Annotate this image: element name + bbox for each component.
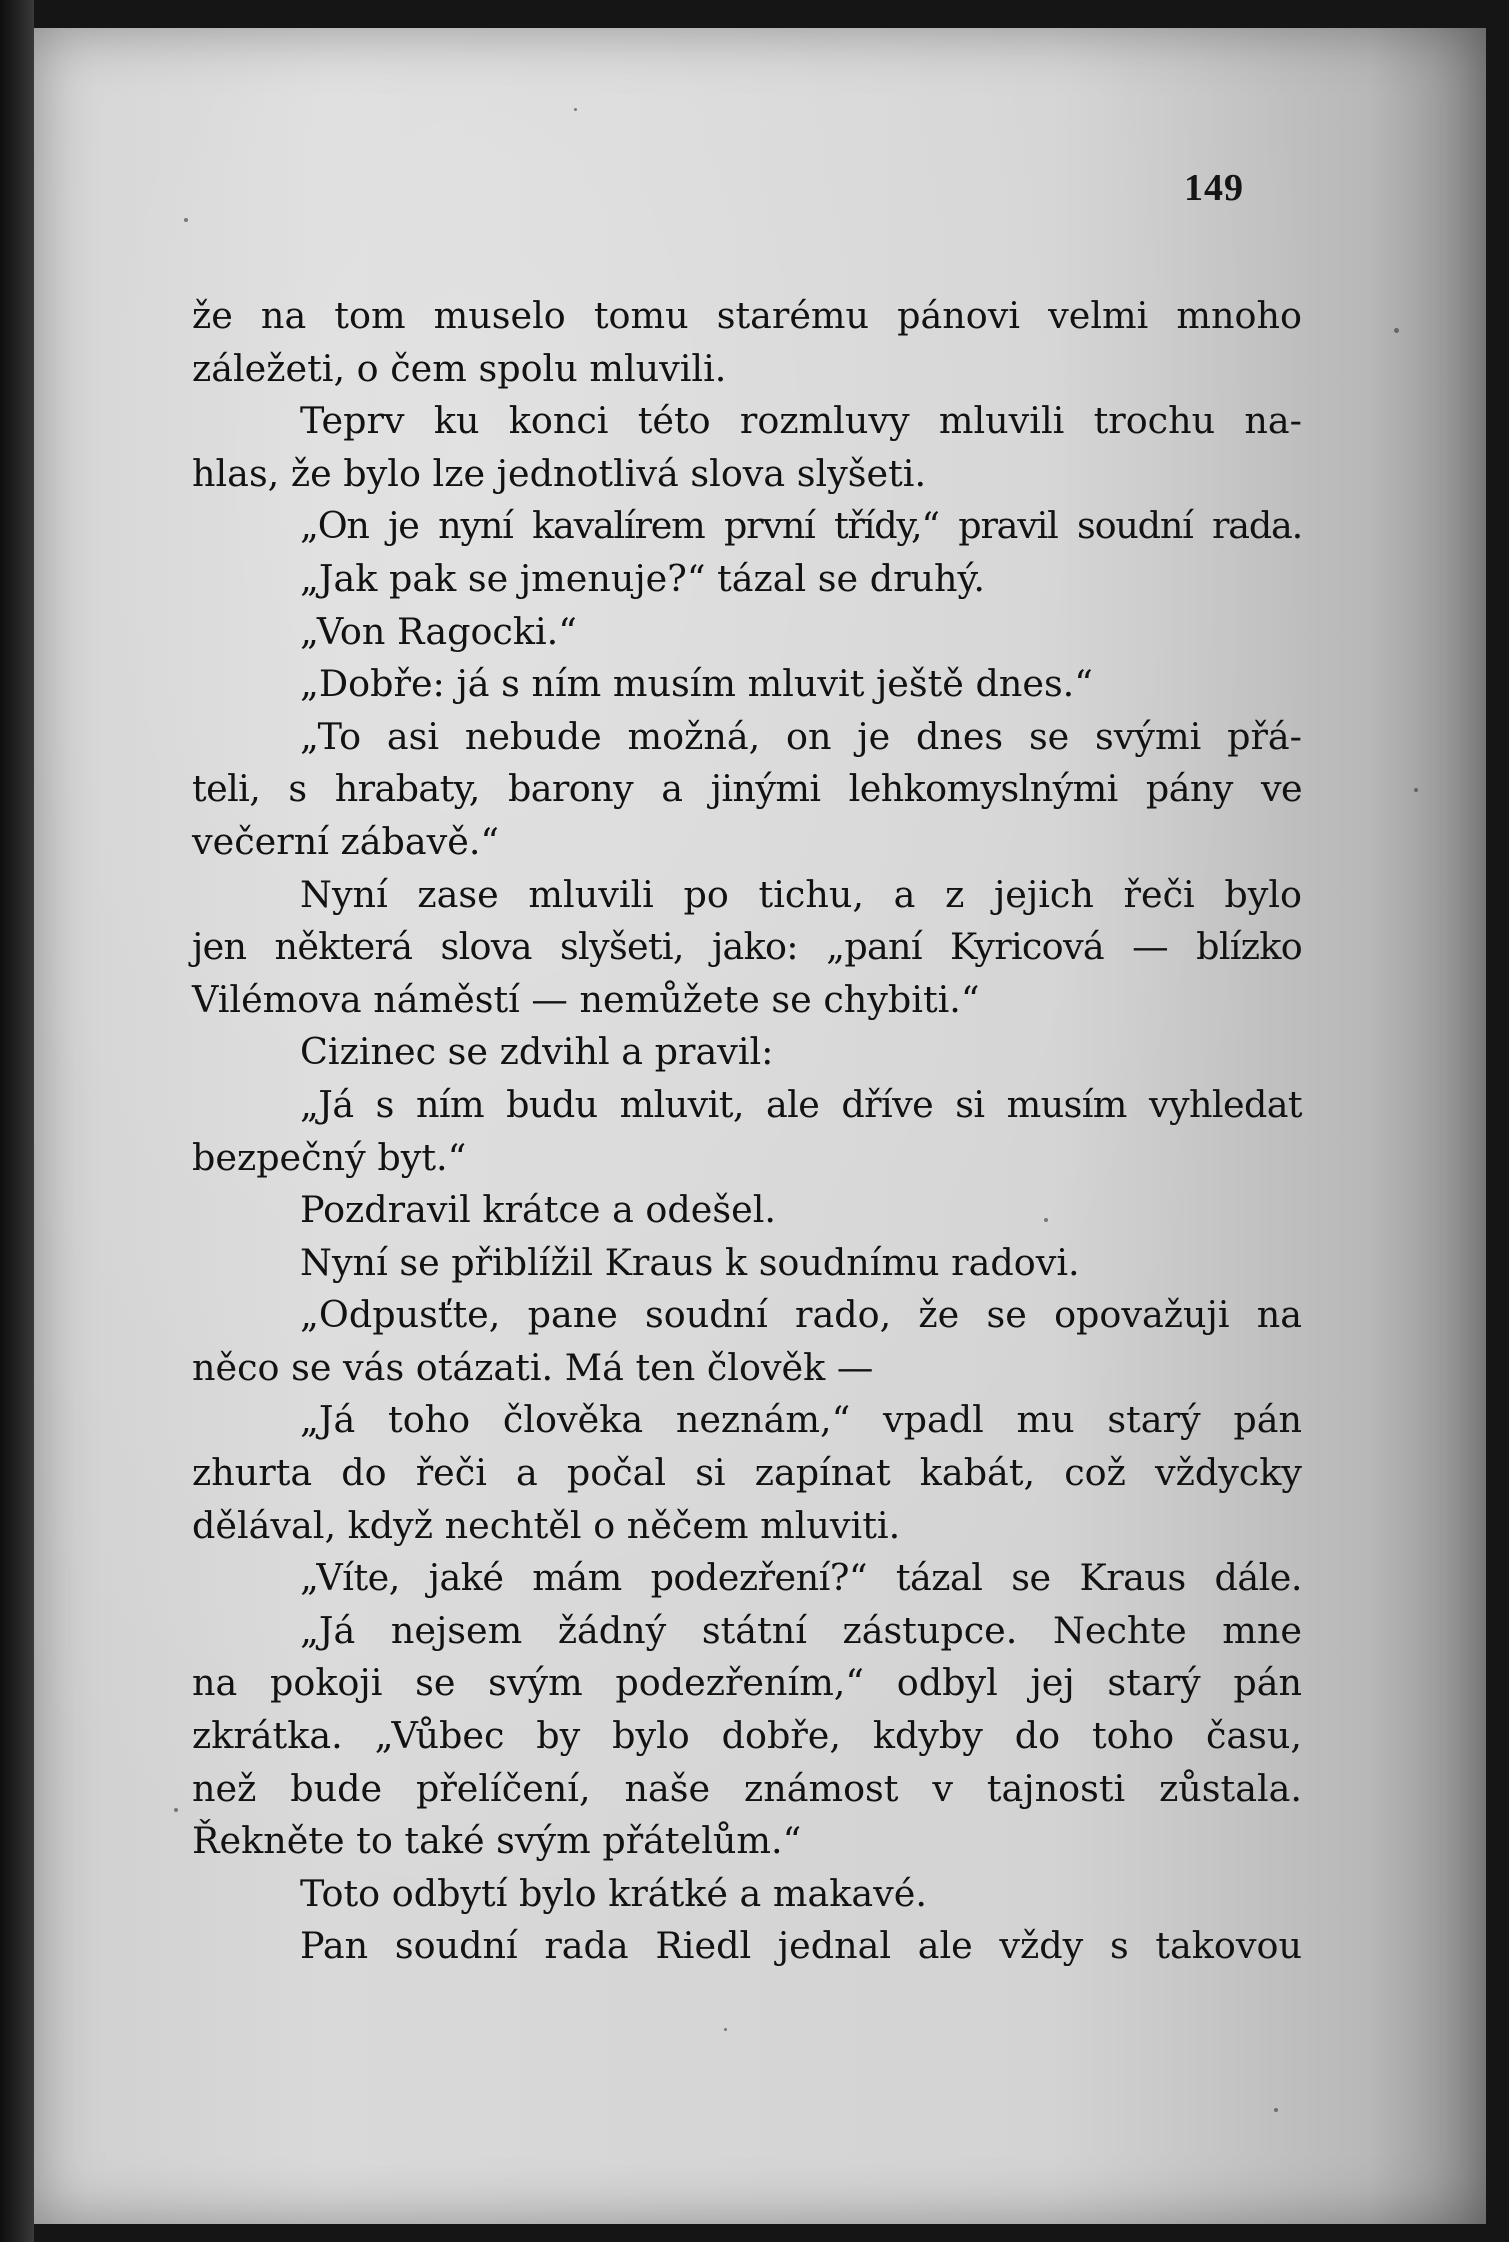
page-text [192,290,1302,1973]
paper-speck [574,108,577,111]
text-line: „Odpusťte, pane soudní rado, že se opovažuji na [300,1293,1302,1337]
text-line: záležeti, o čem spolu mluvili. [192,346,727,390]
paper-speck [1044,1218,1048,1222]
text-line: zhurta do řeči a počal si zapínat kabát, což vždycky [192,1451,1302,1495]
text-line: teli, s hrabaty, barony a jinými lehkomyslnými pány ve [192,767,1302,811]
text-line: Teprv ku konci této rozmluvy mluvili trochu na- [300,399,1302,443]
text-line: „Já nejsem žádný státní zástupce. Nechte mne [300,1608,1302,1652]
text-line: „Jak pak se jmenuje?“ tázal se druhý. [300,556,985,600]
text-line: Nyní zase mluvili po tichu, a z jejich řeči bylo [300,872,1302,916]
text-line: „Dobře: já s ním musím mluvit ještě dnes.“ [300,662,1093,706]
paper-speck [724,2028,727,2031]
text-line: Pozdravil krátce a odešel. [300,1188,776,1232]
paper-speck [1274,2108,1278,2112]
text-line: zkrátka. „Vůbec by bylo dobře, kdyby do toho času, [192,1714,1302,1758]
paper-speck [1394,328,1399,333]
text-line: „To asi nebude možná, on je dnes se svými přá- [300,714,1302,758]
book-binding-edge [0,0,34,2242]
text-line: než bude přelíčení, naše známost v tajnosti zůstala. [192,1766,1302,1810]
text-line: jen některá slova slyšeti, jako: „paní Kyricová — blízko [192,925,1302,969]
text-line: „Já toho člověka neznám,“ vpadl mu starý pán [300,1398,1302,1442]
text-line: že na tom muselo tomu starému pánovi velmi mnoho [192,294,1302,337]
text-line: „Von Ragocki.“ [300,609,577,653]
text-line: bezpečný byt.“ [192,1135,467,1179]
paper-speck [174,1808,178,1812]
paper-speck [1414,788,1418,792]
text-line: „Já s ním budu mluvit, ale dříve si musím vyhledat [300,1082,1302,1126]
text-line: hlas, že bylo lze jednotlivá slova slyšeti. [192,451,927,495]
text-line: Vilémova náměstí — nemůžete se chybiti.“ [192,977,980,1021]
text-line: Pan soudní rada Riedl jednal ale vždy s takovou [300,1924,1302,1968]
text-line: „Víte, jaké mám podezření?“ tázal se Kraus dále. [300,1556,1302,1600]
book-page [34,28,1486,2224]
text-line: „On je nyní kavalírem první třídy,“ pravil soudní rada. [300,504,1302,548]
text-line: Cizinec se zdvihl a pravil: [300,1030,774,1074]
paper-speck [184,218,188,222]
text-line: něco se vás otázati. Má ten člověk — [192,1345,874,1389]
text-line: na pokoji se svým podezřením,“ odbyl jej starý pán [192,1661,1302,1705]
text-line: dělával, když nechtěl o něčem mluviti. [192,1503,901,1547]
page-number: 149 [1184,167,1244,209]
text-line: Nyní se přiblížil Kraus k soudnímu radovi. [300,1240,1080,1284]
text-line: večerní zábavě.“ [192,819,500,863]
text-line: Toto odbytí bylo krátké a makavé. [300,1871,927,1915]
text-line: Řekněte to také svým přátelům.“ [192,1819,802,1863]
